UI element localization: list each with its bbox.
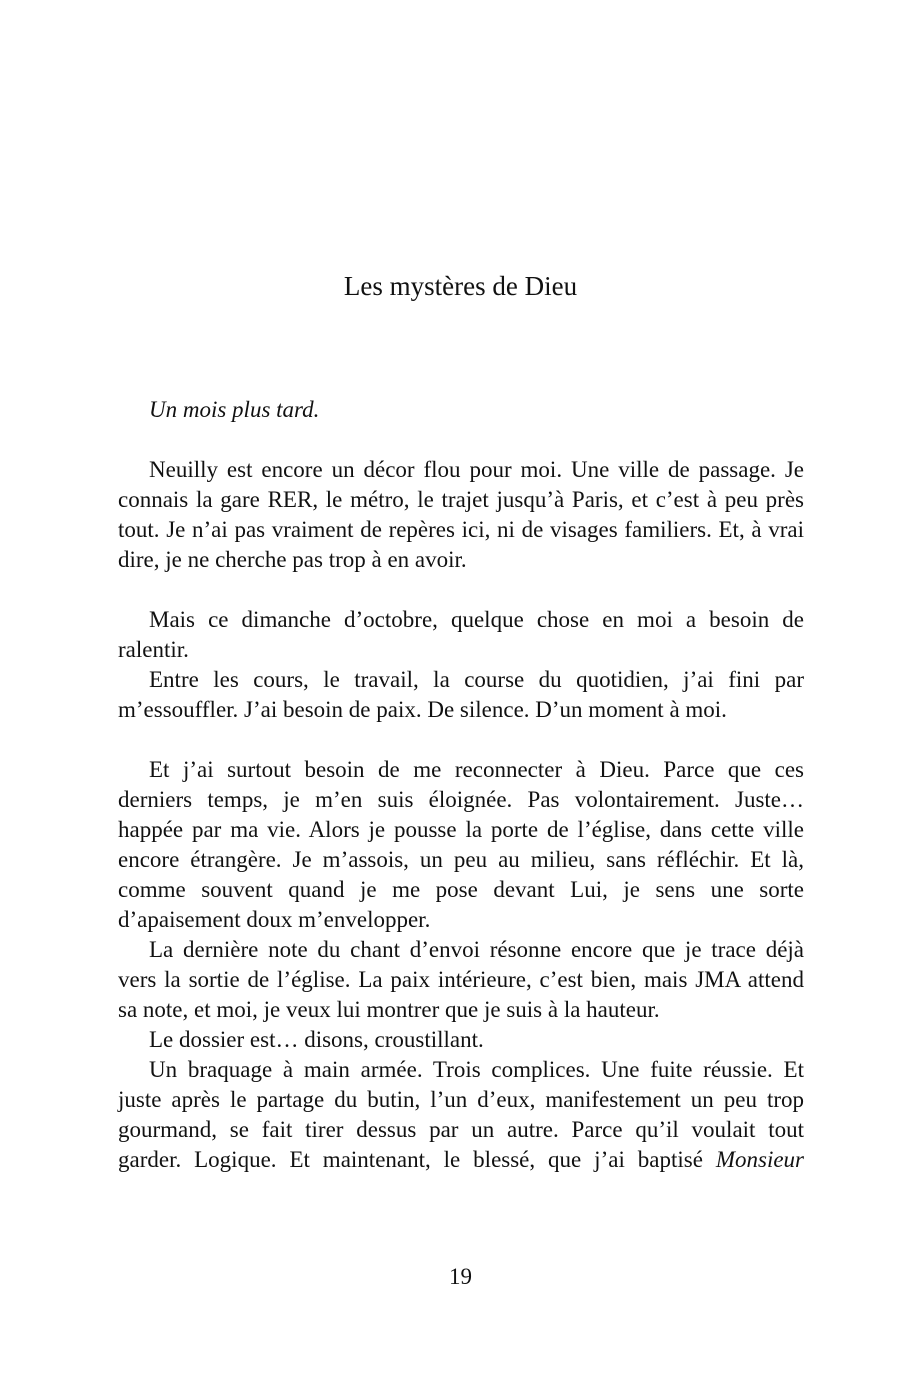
text-line: Le dossier est… disons, croustillant. [149, 1027, 484, 1052]
text-line: Neuilly est encore un décor flou pour moi. Une ville de passage. Je [149, 457, 804, 482]
italic-word: Monsieur [715, 1147, 804, 1172]
body-text [118, 395, 804, 1175]
text-segment: garder. Logique. Et maintenant, le blessé, que j’ai baptisé [118, 1147, 716, 1172]
text-line: encore étrangère. Je m’assois, un peu au milieu, sans réfléchir. Et là, [118, 847, 804, 872]
text-line: vers la sortie de l’église. La paix intérieure, c’est bien, mais JMA attend [118, 967, 804, 992]
text-line: connais la gare RER, le métro, le trajet jusqu’à Paris, et c’est à peu près [118, 487, 804, 512]
text-line: m’essouffler. J’ai besoin de paix. De silence. D’un moment à moi. [118, 697, 727, 722]
paragraph-6 [118, 1025, 804, 1055]
text-line: Mais ce dimanche d’octobre, quelque chose en moi a besoin de [149, 607, 804, 632]
paragraph-1 [118, 455, 804, 575]
page-number: 19 [449, 1264, 472, 1289]
paragraph-7 [118, 1055, 804, 1175]
text-line: gourmand, se fait tirer dessus par un autre. Parce qu’il voulait tout [118, 1117, 804, 1142]
text-line: d’apaisement doux m’envelopper. [118, 907, 431, 932]
text-line: dire, je ne cherche pas trop à en avoir. [118, 547, 467, 572]
time-marker [118, 395, 804, 425]
text-line: comme souvent quand je me pose devant Lui, je sens une sorte [118, 877, 804, 902]
text-line: sa note, et moi, je veux lui montrer que je suis à la hauteur. [118, 997, 660, 1022]
paragraph-4 [118, 755, 804, 935]
paragraph-5 [118, 935, 804, 1025]
paragraph-2 [118, 605, 804, 665]
paragraph-3 [118, 665, 804, 725]
text-line: Entre les cours, le travail, la course du quotidien, j’ai fini par [149, 667, 804, 692]
text-line: La dernière note du chant d’envoi résonne encore que je trace déjà [149, 937, 804, 962]
chapter-title: Les mystères de Dieu [343, 271, 578, 301]
text-line: happée par ma vie. Alors je pousse la porte de l’église, dans cette ville [118, 817, 804, 842]
text-line: Et j’ai surtout besoin de me reconnecter à Dieu. Parce que ces [149, 757, 804, 782]
text-line: Un braquage à main armée. Trois complices. Une fuite réussie. Et [149, 1057, 804, 1082]
text-line-with-italic [118, 1145, 804, 1175]
text-line: ralentir. [118, 637, 189, 662]
text-line: tout. Je n’ai pas vraiment de repères ici, ni de visages familiers. Et, à vrai [118, 517, 804, 542]
time-marker-text: Un mois plus tard. [149, 397, 320, 422]
text-line: derniers temps, je m’en suis éloignée. Pas volontairement. Juste… [118, 787, 804, 812]
text-line: juste après le partage du butin, l’un d’eux, manifestement un peu trop [118, 1087, 804, 1112]
